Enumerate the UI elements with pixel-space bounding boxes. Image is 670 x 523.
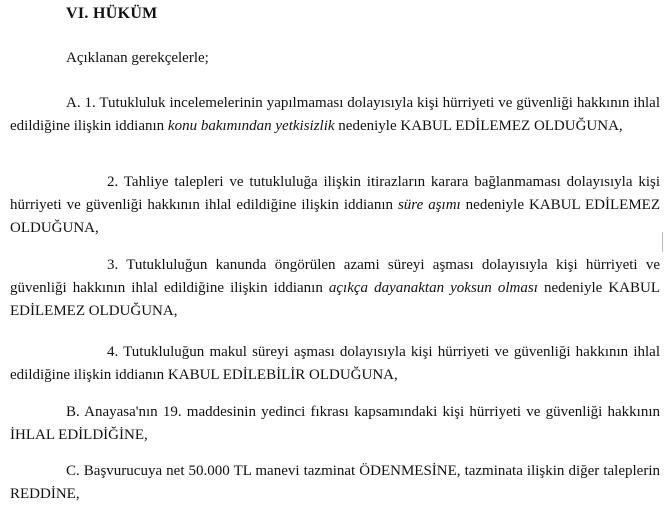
paragraph-a4	[10, 341, 660, 387]
intro-line: Açıklanan gerekçelerle;	[66, 50, 209, 66]
paragraph-a1-italic: konu bakımından yetkisizlik	[167, 118, 335, 134]
paragraph-c-text: C. Başvurucuya net 50.000 TL manevi tazminat ÖDENMESİNE, tazminata ilişkin diğer taleplerin REDDİNE,	[10, 463, 660, 502]
margin-mark	[662, 232, 663, 252]
paragraph-b-text: B. Anayasa'nın 19. maddesinin yedinci fıkrası kapsamındaki kişi hürriyeti ve güvenliği hakkının İHLAL EDİLDİĞİNE,	[10, 404, 660, 443]
paragraph-a2	[10, 171, 660, 240]
paragraph-a3	[10, 254, 660, 323]
paragraph-c	[10, 460, 660, 506]
paragraph-a3-italic: açıkça dayanaktan yoksun olması	[328, 280, 538, 296]
paragraph-a1-text: A. 1. Tutukluluk incelemelerinin yapılmaması dolayısıyla kişi hürriyeti ve güvenliği hakkının ihlal edildiğine ilişkin iddianın	[10, 95, 660, 134]
paragraph-b	[10, 401, 660, 447]
paragraph-a3-suffix: nedeniyle KABUL EDİLEMEZ OLDUĞUNA,	[10, 280, 661, 319]
paragraph-a2-text: 2. Tahliye talepleri ve tutukluluğa ilişkin itirazların karara bağlanmaması dolayısıyla kişi hürriyeti ve güvenliği hakkının ihlal edildiğine ilişkin iddianın	[10, 174, 660, 213]
section-heading: VI. HÜKÜM	[66, 5, 158, 22]
paragraph-a3-text: 3. Tutukluluğun kanunda öngörülen azami süreyi aşması dolayısıyla kişi hürriyeti ve güvenliği hakkının ihlal edildiğine ilişkin iddianın	[10, 257, 660, 296]
paragraph-a2-suffix: nedeniyle KABUL EDİLEMEZ OLDUĞUNA,	[10, 197, 660, 236]
paragraph-a1	[10, 92, 660, 138]
paragraph-a2-italic: süre aşımı	[397, 197, 461, 213]
paragraph-a4-text: 4. Tutukluluğun makul süreyi aşması dolayısıyla kişi hürriyeti ve güvenliği hakkının ihlal edildiğine ilişkin iddianın KABUL EDİLEBİLİR OLDUĞUNA,	[10, 344, 660, 383]
paragraph-a1-suffix: nedeniyle KABUL EDİLEMEZ OLDUĞUNA,	[334, 118, 623, 134]
